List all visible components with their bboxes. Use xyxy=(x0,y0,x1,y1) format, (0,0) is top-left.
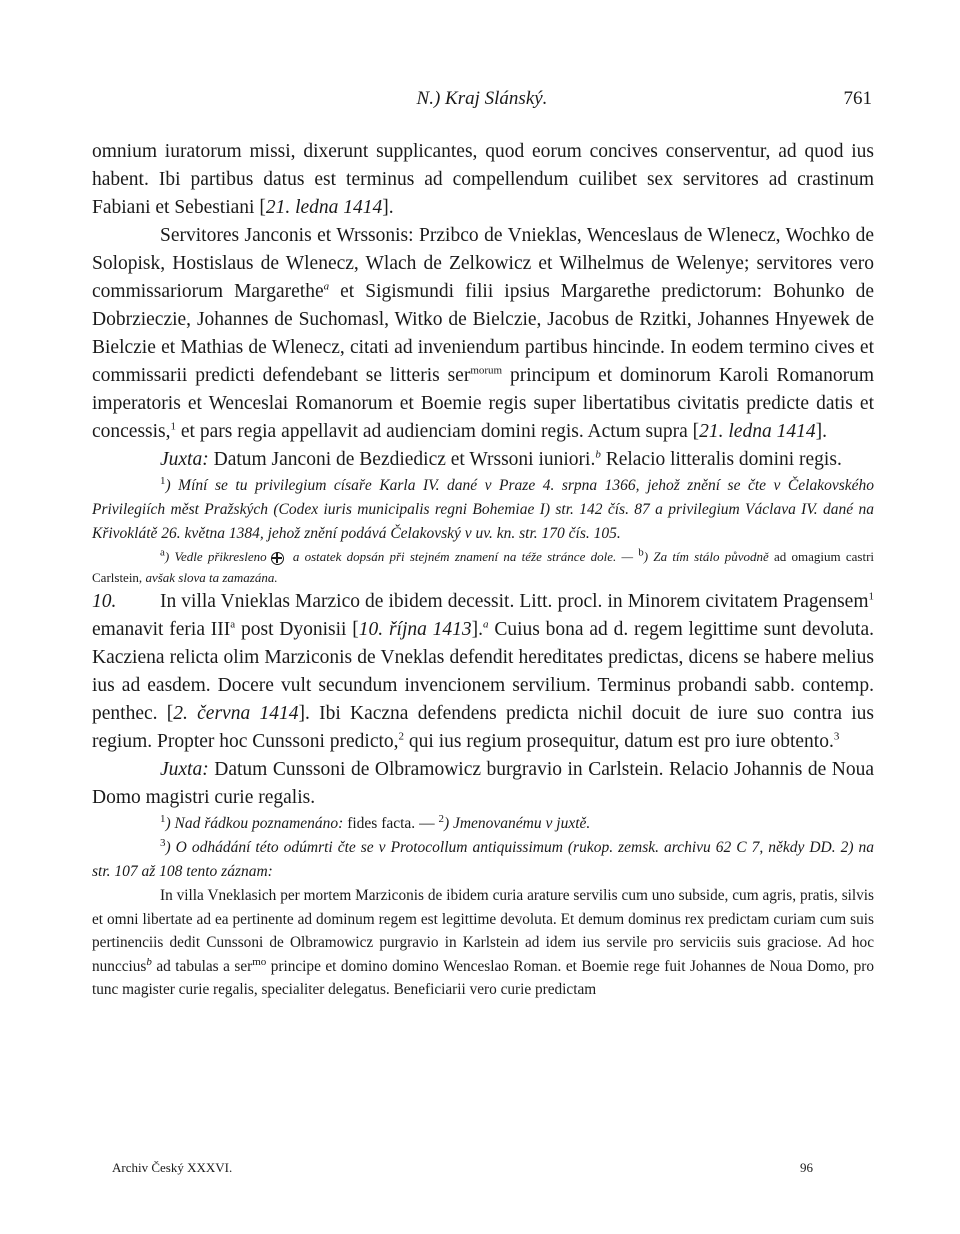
running-header xyxy=(92,88,872,114)
juxta-paragraph: Juxta: Datum Janconi de Bezdiedicz et Wrssoni iuniori.$^b$ Relacio litteralis domini regis. xyxy=(160,448,842,470)
entry-number: 10. xyxy=(92,591,117,612)
juxta-paragraph-2: Juxta: Datum Cunssoni de Olbramowicz burgravio in Carlstein. Relacio Johannis de Noua Domo magistri curie regalis. xyxy=(92,759,874,808)
cross-circle-icon xyxy=(271,552,284,565)
footer-series: Archiv Český XXXVI. xyxy=(112,1160,233,1175)
footnote-1: $^1$) Míní se tu privilegium císaře Karla IV. dané v Praze 4. srpna 1366, jehož znění se čte v Čelakovského Privilegiích měst Pražských (Codex iuris municipalis regni Bohemiae I) str. 142 čís. 87 a privilegium Václava IV. dané na Křivoklátě 26. května 1384, jehož znění podává Čelakovský v uv. kn. str. 170 čís. 105. xyxy=(92,474,875,542)
footnote-1-2: $^1$) Nad řádkou poznamenáno: fides facta. — $^2$) Jmenovanému v juxtě. xyxy=(160,812,591,832)
main-text xyxy=(92,138,874,1002)
page-number: 761 xyxy=(843,88,872,109)
paragraph-continuation: omnium iuratorum missi, dixerunt supplicantes, quod eorum concives conserventur, ad quod ius habent. Ibi partibus datus est terminus ad compellendum cuilibet sex servitores ad crastinum Fabiani et Sebestiani [21. ledna 1414]. xyxy=(92,141,874,218)
running-title: N.) Kraj Slánský. xyxy=(416,88,548,109)
entry-10: 10. In villa Vnieklas Marzico de ibidem decessit. Litt. procl. in Minorem civitatem Pragensem$^1$ emanavit feria III$^a$ post Dyonisii [10. října 1413].$^a$ Cuius bona ad d. regem legittime sunt devoluta. Kacziena relicta olim Marziconis de Vneklas defendit hereditates predictas, dicens se habere melius ius ad easdem. Docere vult secundum invencionem servilium. Terminus probandi sabb. contemp. penthec. [2. června 1414]. Ibi Kaczna defendens predicta nichil docuit de iure suo contra ius regium. Propter hoc Cunssoni predicto,$^2$ qui ius regium prosequitur, datum est pro iure obtento.$^3$ xyxy=(92,588,874,756)
paragraph-servitores: Servitores Janconis et Wrssonis: Przibco de Vnieklas, Wenceslaus de Wlenecz, Wochko de Solopisk, Hostislaus de Wlenecz, Wlach de Zelkowicz et Wilhelmus de Welenye; servitores vero commissariorum Margarethe$^a$ et Sigismundi filii ipsius Margarethe predictorum: Bohunko de Dobrzieczie, Johannes de Suchomasl, Witko de Bielczie, Jacobus de Rzitki, Johannes Hnyewek de Bielczie et Mathias de Wlenecz, citati ad inveniendum partibus hincinde. In eodem termino cives et commissarii predicti defendebant se litteris ser$^{morum}$ principum et dominorum Karoli Romanorum imperatoris et Wenceslai Romanorum et Boemie regis super libertatibus civitatis predicte datis et concessis,$^1$ et pars regia appellavit ad audienciam domini regis. Actum supra [21. ledna 1414]. xyxy=(92,225,875,442)
footnote-3: $^3$) O odhádání této odúmrti čte se v Protocollum antiquissimum (rukop. zemsk. archivu 62 C 7, někdy DD. 2) na str. 107 až 108 tento záznam: xyxy=(92,836,874,880)
quoted-record: In villa Vneklasich per mortem Marziconis de ibidem curia arature servilis cum uno subside, cum agris, pratis, silvis et omni libertate ad ea pertinente ad dominum regem est legittime devoluta. Et demum dominus rex predictam curiam cum suis pertinenciis dedit Cunssoni de Olbramowicz purgravio in Karlstein ad idem ius servile pro serviciis suis graciose. Ad hoc nunccius$^b$ ad tabulas a ser$^{mo}$ principe et domino domino Wenceslao Roman. et Boemie rege fuit Johannes de Noua Domo, pro tunc magister curie regalis, specialiter delegatus. Beneficiarii vero curie predictam xyxy=(92,887,874,998)
footnote-a-b: $^a$) Vedle přikresleno a ostatek dopsán při stejném znamení na téže stránce dole. — $^b$) Za tím stálo původně ad omagium castri Carlstein, avšak slova ta zamazána. xyxy=(92,546,875,585)
signature-mark: 96 xyxy=(800,1160,813,1175)
